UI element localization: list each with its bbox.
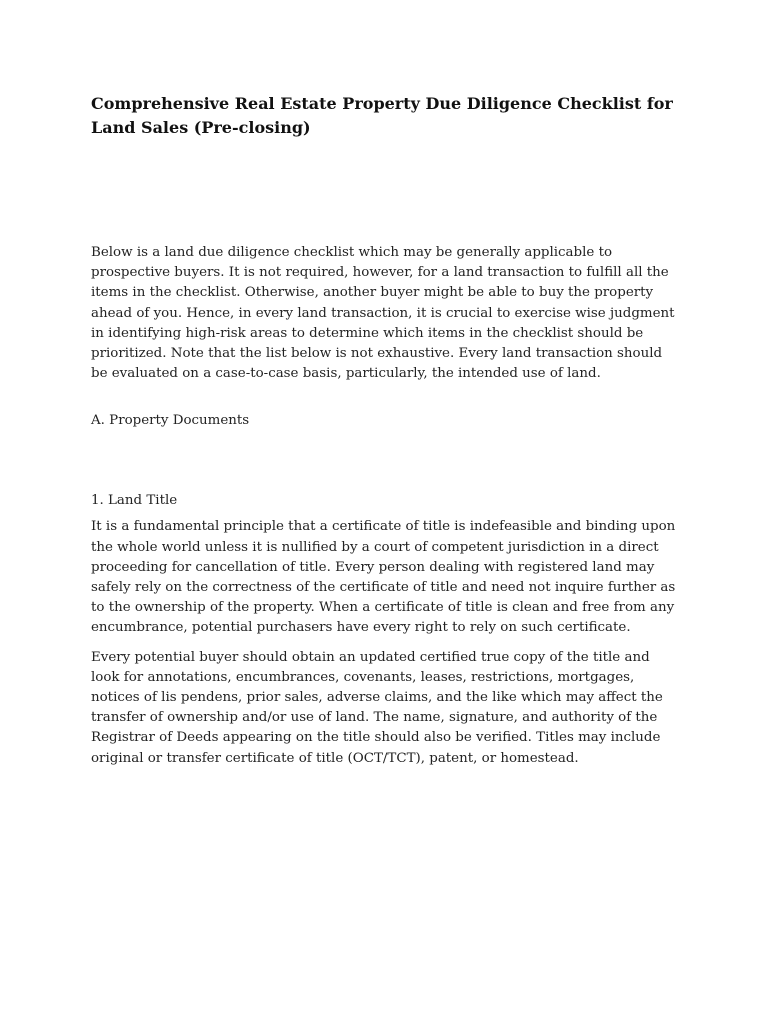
document-body — [91, 92, 681, 769]
land-title-paragraph-1: It is a fundamental principle that a certificate of title is indefeasible and binding upon the whole world unless it is nullified by a court of competent jurisdiction in a direct proceeding for cancellation of title. Every person dealing with registered land may safely rely on the correctness of the certificate of title and need not inquire further as to the ownership of the property. When a certificate of title is clean and free from any encumbrance, potential purchasers have every right to rely on such certificate. — [91, 519, 676, 636]
land-title-paragraph-2: Every potential buyer should obtain an updated certified true copy of the title and look for annotations, encumbrances, covenants, leases, restrictions, mortgages, notices of lis pendens, prior sales, adverse claims, and the like which may affect the transfer of ownership and/or use of land. The name, signature, and authority of the Registrar of Deeds appearing on the title should also be verified. Titles may include original or transfer certificate of title (OCT/TCT), patent, or homestead. — [91, 649, 663, 766]
document-title: Comprehensive Real Estate Property Due Diligence Checklist for Land Sales (Pre-closing) — [91, 94, 673, 137]
item-heading-land-title: 1. Land Title — [91, 493, 178, 509]
section-heading-property-documents: A. Property Documents — [91, 413, 250, 429]
intro-paragraph: Below is a land due diligence checklist which may be generally applicable to prospective buyers. It is not required, however, for a land transaction to fulfill all the items in the checklist. Otherwise, another buyer might be able to buy the property ahead of you. Hence, in every land transaction, it is crucial to exercise wise judgment in identifying high-risk areas to determine which items in the checklist should be prioritized. Note that the list below is not exhaustive. Every land transaction should be evaluated on a case-to-case basis, particularly, the intended use of land. — [91, 245, 675, 382]
